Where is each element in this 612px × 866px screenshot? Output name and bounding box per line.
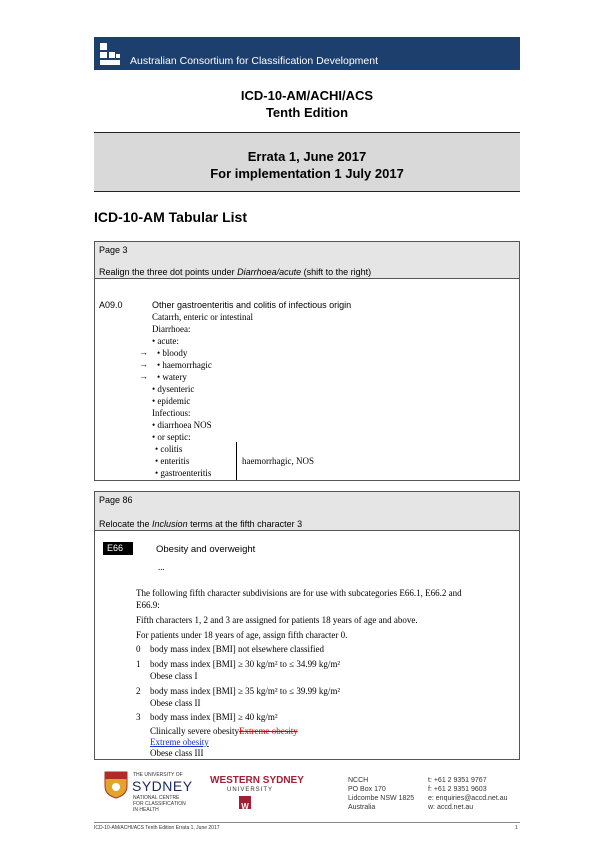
errata-item-page-86 <box>94 491 520 760</box>
item-text: body mass index [BMI] ≥ 40 kg/m² <box>150 712 278 722</box>
list-item: Infectious: <box>152 408 191 418</box>
arrow-icon: → <box>139 371 148 381</box>
intro-text: For patients under 18 years of age, assign fifth character 0. <box>136 630 348 640</box>
list-item: Catarrh, enteric or intestinal <box>152 312 253 322</box>
code-badge: E66 <box>103 542 133 555</box>
item-header <box>95 492 519 531</box>
org-name: Australian Consortium for Classification Development <box>130 55 379 67</box>
item-text: body mass index [BMI] ≥ 30 kg/m² to ≤ 34.99 kg/m² <box>150 659 341 669</box>
sydney-sub: NATIONAL CENTRE <box>133 795 180 801</box>
list-item: • gastroenteritis <box>155 468 212 478</box>
arrow-icon: → <box>139 359 148 369</box>
arrow-icon: → <box>139 347 148 357</box>
instruction: Relocate the Inclusion terms at the fifth character 3 <box>99 519 303 529</box>
list-item: • dysenteric <box>152 384 195 394</box>
contact-address: NCCH PO Box 170 Lidcombe NSW 1825 Australia <box>348 777 415 811</box>
item-subtext: Obese class II <box>150 698 201 708</box>
intro-text: E66.9: <box>136 600 160 610</box>
item-header <box>95 242 519 279</box>
university-crest-icon <box>104 771 128 799</box>
brace-text: haemorrhagic, NOS <box>242 456 314 466</box>
wsu-logo-icon: W <box>239 796 251 809</box>
instruction: Realign the three dot points under Diarrhoea/acute (shift to the right) <box>99 267 372 277</box>
item-number: 1 <box>136 659 141 669</box>
list-item: • enteritis <box>155 456 190 466</box>
sydney-top: THE UNIVERSITY OF <box>133 772 183 778</box>
page-ref: Page 86 <box>99 495 133 505</box>
code: A09.0 <box>99 300 123 310</box>
code-title: Other gastroenteritis and colitis of infectious origin <box>152 300 352 310</box>
item-text: body mass index [BMI] not elsewhere classified <box>150 644 324 654</box>
footer-rule <box>94 822 520 823</box>
sydney-name: SYDNEY <box>132 778 193 794</box>
implementation-date: For implementation 1 July 2017 <box>210 166 404 181</box>
intro-text: The following fifth character subdivisions are for use with subcategories E66.1, E66.2 and <box>136 588 462 598</box>
page-ref: Page 3 <box>99 245 128 255</box>
header-banner <box>94 37 520 70</box>
errata-title: Errata 1, June 2017 <box>247 149 367 164</box>
errata-item-page-3 <box>94 241 520 481</box>
item-number: 2 <box>136 686 141 696</box>
contact-details: t: +61 2 9351 9767 f: +61 2 9351 9603 e: enquiries@accd.net.au w: accd.net.au <box>428 777 508 811</box>
sydney-sub: FOR CLASSIFICATION <box>133 801 186 807</box>
list-item: • diarrhoea NOS <box>152 420 212 430</box>
accd-logo-icon <box>98 41 122 66</box>
list-item: • bloody <box>157 348 188 358</box>
wsu-sub: UNIVERSITY <box>227 787 274 793</box>
brace-line <box>236 442 237 480</box>
list-item: • haemorrhagic <box>157 360 212 370</box>
wsu-name: WESTERN SYDNEY <box>210 775 304 786</box>
inclusion-line: Clinically severe obesityExtreme obesity <box>150 726 298 736</box>
item-subtext: Obese class III <box>150 748 204 758</box>
code-title: Obesity and overweight <box>156 544 256 555</box>
list-item: • epidemic <box>152 396 191 406</box>
list-item: Diarrhoea: <box>152 324 191 334</box>
sydney-sub: IN HEALTH <box>133 807 159 813</box>
ellipsis: ... <box>158 562 165 572</box>
list-item: • watery <box>157 372 187 382</box>
errata-box <box>94 132 520 192</box>
list-item: • acute: <box>152 336 179 346</box>
doc-title: ICD-10-AM/ACHI/ACS Tenth Edition <box>240 88 374 120</box>
item-subtext: Obese class I <box>150 671 198 681</box>
item-number: 0 <box>136 644 141 654</box>
list-item: • or septic: <box>152 432 191 442</box>
page-number: 1 <box>515 825 518 831</box>
item-text: body mass index [BMI] ≥ 35 kg/m² to ≤ 39.99 kg/m² <box>150 686 341 696</box>
inserted-text: Extreme obesity <box>150 737 209 747</box>
list-item: • colitis <box>155 444 183 454</box>
section-heading: ICD-10-AM Tabular List <box>94 209 247 225</box>
item-number: 3 <box>136 712 141 722</box>
intro-text: Fifth characters 1, 2 and 3 are assigned for patients 18 years of age and above. <box>136 615 418 625</box>
deleted-text: Extreme obesity <box>238 726 298 736</box>
footer-text: ICD-10-AM/ACHI/ACS Tenth Edition Errata 1, June 2017 <box>94 825 220 831</box>
